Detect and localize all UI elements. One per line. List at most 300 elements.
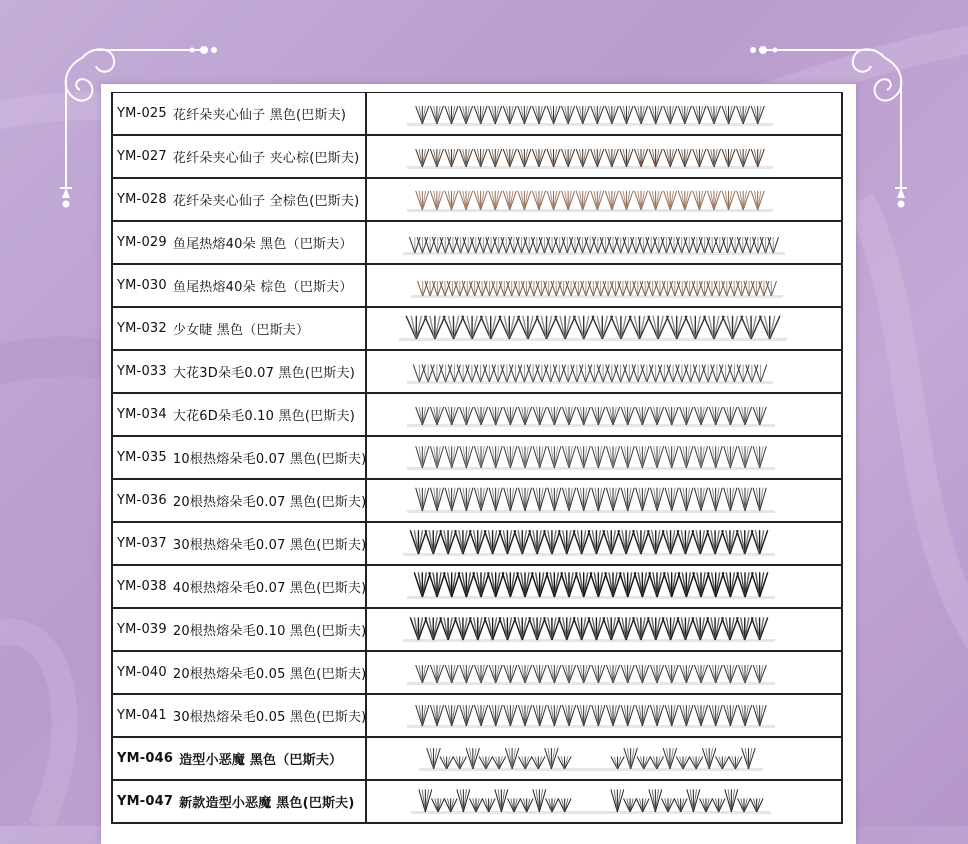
lash-cluster: [457, 789, 470, 812]
lash-cluster: [708, 572, 724, 597]
lash-cluster: [474, 488, 487, 511]
product-name: 20根热熔朵毛0.07 黑色(巴斯夫): [172, 495, 367, 510]
lash-cluster: [692, 530, 708, 554]
lash-cluster: [514, 617, 530, 640]
lash-cluster: [429, 572, 445, 597]
lash-cluster: [474, 149, 487, 167]
lash-sample-image: [367, 781, 841, 822]
lash-cluster: [416, 488, 429, 511]
lash-cluster: [573, 281, 583, 296]
lash-cluster: [665, 665, 678, 683]
lash-cluster: [738, 665, 751, 683]
lash-cluster: [725, 789, 738, 812]
lash-cluster: [474, 446, 487, 468]
lash-cluster: [674, 798, 687, 812]
product-row-ym-030: [113, 265, 841, 308]
lash-cluster: [736, 281, 746, 296]
lash-cluster: [606, 446, 619, 468]
lash-cluster: [694, 488, 707, 511]
product-name: 30根热熔朵毛0.07 黑色(巴斯夫): [172, 538, 367, 553]
lash-cluster: [591, 191, 604, 210]
product-code: YM-025: [117, 106, 167, 121]
lash-cluster: [634, 149, 647, 167]
lash-cluster: [680, 407, 693, 425]
product-code: YM-046: [117, 751, 174, 766]
lash-cluster: [480, 316, 500, 339]
lash-cluster: [632, 365, 644, 382]
lash-cluster: [447, 281, 457, 296]
lash-cluster: [532, 191, 545, 210]
lash-cluster: [590, 572, 606, 597]
lash-cluster: [591, 106, 604, 124]
lash-cluster: [524, 237, 535, 253]
product-name: 花纤朵夹心仙子 全棕色(巴斯夫): [172, 194, 360, 209]
lash-cluster: [546, 572, 562, 597]
lash-cluster: [493, 237, 504, 253]
lash-cluster: [707, 617, 723, 640]
lash-cluster: [606, 407, 619, 425]
product-row-ym-028: [113, 179, 841, 222]
lash-cluster: [662, 530, 678, 554]
lash-cluster: [666, 316, 686, 339]
lash-cluster: [460, 705, 473, 726]
lash-cluster: [558, 756, 571, 769]
lash-cluster: [592, 705, 605, 726]
lash-cluster: [694, 446, 707, 468]
product-code: YM-030: [117, 278, 167, 293]
lash-cluster: [636, 488, 649, 511]
lash-sample-image: [367, 566, 841, 607]
lash-cluster: [707, 106, 720, 124]
lash-cluster: [469, 281, 479, 296]
lash-cluster: [562, 106, 575, 124]
lash-cluster: [665, 705, 678, 726]
product-name: 30根热熔朵毛0.05 黑色(巴斯夫): [172, 710, 367, 725]
lash-cluster: [445, 149, 458, 167]
lash-cluster: [603, 617, 619, 640]
lash-cluster: [667, 365, 679, 382]
lash-cluster: [518, 705, 531, 726]
product-name: 20根热熔朵毛0.05 黑色(巴斯夫): [172, 667, 367, 682]
lash-cluster: [440, 617, 456, 640]
lash-cluster: [685, 316, 705, 339]
lash-cluster: [430, 705, 443, 726]
lash-cluster: [633, 530, 649, 554]
lash-cluster: [430, 665, 443, 683]
lash-cluster: [692, 237, 703, 253]
product-name: 20根热熔朵毛0.10 黑色(巴斯夫): [172, 624, 367, 639]
lash-cluster: [753, 705, 766, 726]
product-label: [113, 136, 367, 177]
lash-cluster: [720, 365, 732, 382]
lash-cluster: [553, 365, 565, 382]
lash-cluster: [547, 237, 558, 253]
lash-cluster: [445, 407, 458, 425]
lash-cluster: [588, 530, 604, 554]
lash-cluster: [416, 106, 429, 124]
product-label: [113, 351, 367, 392]
lash-cluster: [459, 149, 472, 167]
lash-cluster: [573, 617, 589, 640]
lash-cluster: [501, 237, 512, 253]
lash-cluster: [724, 407, 737, 425]
lash-cluster: [724, 488, 737, 511]
product-name: 大花3D朵毛0.07 黑色(巴斯夫): [172, 366, 355, 381]
lash-cluster: [678, 191, 691, 210]
product-label: [113, 308, 367, 349]
lash-sample-image: [367, 351, 841, 392]
lash-cluster: [680, 488, 693, 511]
product-row-ym-039: [113, 609, 841, 652]
lash-sample-image: [367, 93, 841, 134]
lash-cluster: [618, 617, 634, 640]
lash-cluster: [722, 530, 738, 554]
lash-cluster: [709, 705, 722, 726]
lash-cluster: [709, 488, 722, 511]
lash-cluster: [517, 572, 533, 597]
lash-cluster: [603, 281, 613, 296]
lash-cluster: [650, 756, 663, 769]
lash-sample-image: [367, 523, 841, 564]
lash-cluster: [670, 281, 680, 296]
lash-cluster: [722, 572, 738, 597]
product-row-ym-037: [113, 523, 841, 566]
lash-cluster: [533, 665, 546, 683]
lash-strip: [367, 480, 839, 521]
lash-cluster: [647, 281, 657, 296]
lash-cluster: [648, 617, 664, 640]
lash-cluster: [685, 281, 695, 296]
lash-cluster: [707, 191, 720, 210]
lash-cluster: [488, 572, 504, 597]
product-code: YM-036: [117, 493, 167, 508]
lash-cluster: [474, 407, 487, 425]
lash-cluster: [650, 407, 663, 425]
lash-cluster: [676, 365, 688, 382]
product-row-ym-032: [113, 308, 841, 351]
lash-cluster: [664, 572, 680, 597]
lash-cluster: [554, 237, 565, 253]
lash-sample-image: [367, 265, 841, 306]
lash-cluster: [694, 665, 707, 683]
lash-cluster: [738, 407, 751, 425]
lash-cluster: [577, 705, 590, 726]
lash-cluster: [536, 281, 546, 296]
lash-cluster: [562, 407, 575, 425]
lash-cluster: [470, 237, 481, 253]
product-code: YM-039: [117, 622, 167, 637]
lash-cluster: [680, 705, 693, 726]
lash-cluster: [638, 237, 649, 253]
product-label: [113, 222, 367, 263]
product-label: [113, 523, 367, 564]
lash-cluster: [466, 365, 478, 382]
lash-cluster: [502, 572, 518, 597]
lash-cluster: [618, 281, 628, 296]
lash-cluster: [503, 191, 516, 210]
lash-cluster: [751, 281, 761, 296]
lash-cluster: [745, 237, 756, 253]
lash-cluster: [504, 665, 517, 683]
product-label: [113, 609, 367, 650]
lash-cluster: [700, 798, 713, 812]
lash-cluster: [416, 705, 429, 726]
lash-cluster: [562, 665, 575, 683]
lash-cluster: [751, 106, 764, 124]
lash-cluster: [527, 365, 539, 382]
lash-cluster: [448, 237, 459, 253]
lash-strip: [367, 265, 839, 306]
lash-cluster: [738, 488, 751, 511]
lash-cluster: [629, 316, 649, 339]
lash-cluster: [658, 365, 670, 382]
lash-cluster: [636, 407, 649, 425]
lash-cluster: [664, 191, 677, 210]
lash-cluster: [665, 446, 678, 468]
lash-cluster: [737, 365, 749, 382]
lash-strip: [367, 93, 839, 134]
lash-cluster: [707, 237, 718, 253]
lash-cluster: [509, 237, 520, 253]
lash-cluster: [737, 572, 753, 597]
lash-cluster: [704, 316, 724, 339]
lash-cluster: [474, 191, 487, 210]
lash-cluster: [422, 365, 434, 382]
lash-cluster: [592, 446, 605, 468]
lash-cluster: [606, 665, 619, 683]
lash-strip: [367, 609, 839, 650]
lash-strip: [367, 781, 839, 822]
lash-cluster: [492, 281, 502, 296]
lash-sample-image: [367, 480, 841, 521]
lash-cluster: [722, 191, 735, 210]
lash-cluster: [536, 316, 556, 339]
lash-cluster: [729, 281, 739, 296]
lash-strip: [367, 738, 839, 779]
lash-cluster: [692, 281, 702, 296]
lash-cluster: [406, 316, 426, 339]
lash-cluster: [432, 281, 442, 296]
lash-cluster: [591, 149, 604, 167]
lash-cluster: [608, 237, 619, 253]
lash-cluster: [592, 488, 605, 511]
lash-cluster: [600, 237, 611, 253]
lash-cluster: [533, 705, 546, 726]
lash-cluster: [430, 191, 443, 210]
lash-cluster: [489, 446, 502, 468]
lash-cluster: [641, 365, 653, 382]
lash-cluster: [620, 191, 633, 210]
lash-cluster: [425, 316, 445, 339]
lash-cluster: [445, 488, 458, 511]
lash-cluster: [737, 237, 748, 253]
lash-cluster: [440, 365, 452, 382]
lash-cluster: [489, 191, 502, 210]
lash-cluster: [738, 705, 751, 726]
lash-cluster: [746, 365, 758, 382]
lash-cluster: [640, 281, 650, 296]
lash-cluster: [680, 665, 693, 683]
lash-sample-image: [367, 652, 841, 693]
lash-cluster: [529, 530, 545, 554]
lash-cluster: [689, 756, 702, 769]
lash-cluster: [730, 237, 741, 253]
lash-cluster: [737, 149, 750, 167]
product-row-ym-035: [113, 437, 841, 480]
lash-cluster: [576, 106, 589, 124]
lash-cluster: [463, 237, 474, 253]
lash-cluster: [597, 365, 609, 382]
lash-cluster: [504, 705, 517, 726]
lash-cluster: [751, 149, 764, 167]
lash-cluster: [711, 365, 723, 382]
lash-cluster: [459, 191, 472, 210]
product-name: 40根热熔朵毛0.07 黑色(巴斯夫): [172, 581, 367, 596]
lash-cluster: [546, 798, 559, 812]
lash-cluster: [445, 106, 458, 124]
lash-cluster: [474, 705, 487, 726]
lash-cluster: [459, 106, 472, 124]
lash-cluster: [510, 365, 522, 382]
lash-cluster: [504, 446, 517, 468]
lash-sample-image: [367, 308, 841, 349]
product-code: YM-037: [117, 536, 167, 551]
lash-cluster: [470, 617, 486, 640]
lash-cluster: [514, 281, 524, 296]
product-row-ym-046: [113, 738, 841, 781]
lash-sample-image: [367, 179, 841, 220]
lash-cluster: [505, 748, 518, 769]
product-label: [113, 738, 367, 779]
lash-cluster: [606, 488, 619, 511]
lash-cluster: [478, 237, 489, 253]
lash-cluster: [737, 106, 750, 124]
lash-cluster: [539, 237, 550, 253]
product-label: [113, 781, 367, 822]
lash-cluster: [661, 237, 672, 253]
lash-cluster: [432, 798, 445, 812]
lash-cluster: [605, 191, 618, 210]
lash-cluster: [545, 748, 558, 769]
lash-cluster: [518, 407, 531, 425]
lash-cluster: [516, 237, 527, 253]
lash-cluster: [633, 281, 643, 296]
lash-cluster: [489, 665, 502, 683]
lash-cluster: [766, 281, 776, 296]
lash-cluster: [430, 407, 443, 425]
lash-cluster: [458, 572, 474, 597]
lash-cluster: [501, 365, 513, 382]
lash-cluster: [455, 617, 471, 640]
product-code: YM-040: [117, 665, 167, 680]
lash-cluster: [648, 316, 668, 339]
lash-strip: [367, 394, 839, 435]
lash-cluster: [662, 798, 675, 812]
lash-sample-image: [367, 437, 841, 478]
product-label: [113, 566, 367, 607]
lash-cluster: [440, 530, 456, 554]
product-code: YM-038: [117, 579, 167, 594]
lash-cluster: [621, 407, 634, 425]
lash-cluster: [466, 748, 479, 769]
lash-cluster: [444, 572, 460, 597]
lash-cluster: [588, 365, 600, 382]
lash-cluster: [707, 530, 723, 554]
lash-cluster: [665, 407, 678, 425]
lash-cluster: [445, 705, 458, 726]
product-name: 少女睫 黑色（巴斯夫）: [172, 323, 310, 338]
product-code: YM-032: [117, 321, 167, 336]
lash-cluster: [455, 530, 471, 554]
lash-cluster: [453, 756, 466, 769]
lash-cluster: [620, 572, 636, 597]
lash-cluster: [677, 281, 687, 296]
lash-cluster: [444, 798, 457, 812]
lash-cluster: [605, 106, 618, 124]
lash-cluster: [518, 488, 531, 511]
lash-cluster: [677, 530, 693, 554]
lash-cluster: [621, 665, 634, 683]
lash-cluster: [409, 237, 420, 253]
lash-cluster: [605, 572, 621, 597]
lash-cluster: [751, 530, 767, 554]
lash-cluster: [676, 756, 689, 769]
lash-strip: [367, 136, 839, 177]
lash-cluster: [508, 798, 521, 812]
lash-cluster: [532, 756, 545, 769]
lash-cluster: [457, 365, 469, 382]
product-label: [113, 179, 367, 220]
lash-cluster: [499, 617, 515, 640]
lash-cluster: [430, 149, 443, 167]
lash-cluster: [562, 488, 575, 511]
product-code: YM-029: [117, 235, 167, 250]
lash-cluster: [621, 488, 634, 511]
product-label: [113, 394, 367, 435]
lash-cluster: [416, 446, 429, 468]
lash-cluster: [692, 617, 708, 640]
lash-cluster: [702, 365, 714, 382]
lash-cluster: [573, 316, 593, 339]
lash-cluster: [470, 798, 483, 812]
lash-cluster: [489, 106, 502, 124]
lash-cluster: [738, 798, 751, 812]
lash-cluster: [611, 756, 624, 769]
lash-cluster: [592, 237, 603, 253]
lash-cluster: [445, 665, 458, 683]
lash-cluster: [417, 237, 428, 253]
lash-cluster: [477, 281, 487, 296]
lash-cluster: [562, 149, 575, 167]
lash-cluster: [722, 106, 735, 124]
lash-cluster: [650, 365, 662, 382]
lash-cluster: [596, 281, 606, 296]
lash-cluster: [678, 106, 691, 124]
lash-cluster: [532, 149, 545, 167]
lash-cluster: [624, 798, 637, 812]
lash-cluster: [624, 748, 637, 769]
product-code: YM-033: [117, 364, 167, 379]
lash-cluster: [514, 530, 530, 554]
lash-cluster: [707, 149, 720, 167]
product-table: [111, 92, 843, 824]
lash-cluster: [479, 756, 492, 769]
lash-cluster: [416, 191, 429, 210]
lash-cluster: [650, 705, 663, 726]
lash-cluster: [504, 407, 517, 425]
product-name: 大花6D朵毛0.10 黑色(巴斯夫): [172, 409, 355, 424]
lash-cluster: [751, 191, 764, 210]
